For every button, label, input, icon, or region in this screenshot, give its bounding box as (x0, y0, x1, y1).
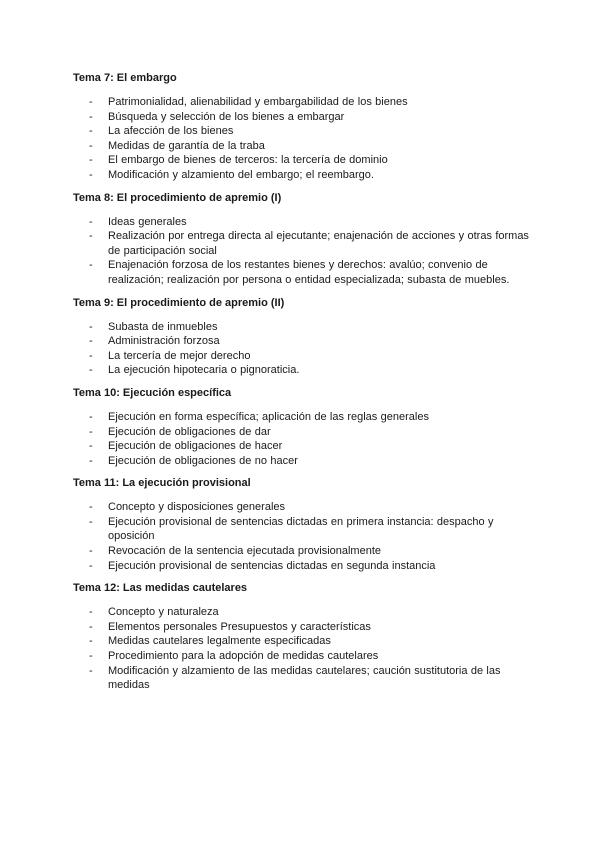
list-item (73, 215, 540, 230)
topic-item-list (73, 215, 540, 288)
bullet-dash: - (89, 215, 93, 228)
bullet-dash: - (89, 410, 93, 423)
list-item (73, 153, 540, 168)
bullet-dash: - (89, 440, 93, 453)
list-item-text: Patrimonialidad, alienabilidad y embargabilidad de los bienes (108, 96, 408, 108)
bullet-dash: - (89, 168, 93, 181)
list-item (73, 229, 540, 258)
sections-container (73, 71, 540, 693)
bullet-dash: - (89, 545, 93, 558)
list-item (73, 664, 540, 693)
bullet-dash: - (89, 620, 93, 633)
bullet-dash: - (89, 364, 93, 377)
list-item-text: Ejecución provisional de sentencias dictadas en segunda instancia (108, 559, 436, 572)
list-item (73, 320, 540, 335)
list-item-text: Ejecución provisional de sentencias dictadas en primera instancia: despacho y oposición (108, 515, 494, 543)
list-item-text: El embargo de bienes de terceros: la tercería de dominio (108, 154, 388, 167)
bullet-dash: - (89, 320, 93, 333)
list-item-text: Administración forzosa (108, 335, 220, 348)
list-item-text: Ideas generales (108, 215, 187, 228)
list-item-text: La ejecución hipotecaria o pignoraticia. (108, 364, 300, 377)
list-item (73, 634, 540, 649)
list-item (73, 139, 540, 154)
list-item (73, 363, 540, 378)
list-item-text: Medidas de garantía de la traba (108, 139, 265, 152)
bullet-dash: - (89, 335, 93, 348)
topic-item-list (73, 95, 540, 183)
list-item (73, 168, 540, 183)
topic-item-list (73, 500, 540, 573)
list-item (73, 95, 540, 110)
list-item (73, 559, 540, 574)
bullet-dash: - (89, 230, 93, 243)
list-item-text: Búsqueda y selección de los bienes a embargar (108, 110, 345, 123)
list-item (73, 544, 540, 559)
list-item (73, 439, 540, 454)
bullet-dash: - (89, 559, 93, 572)
topic-heading: Tema 7: El embargo (73, 72, 177, 84)
bullet-dash: - (89, 349, 93, 362)
list-item (73, 515, 540, 544)
list-item-text: Subasta de inmuebles (108, 320, 218, 333)
list-item-text: Ejecución de obligaciones de hacer (108, 440, 283, 453)
list-item (73, 454, 540, 469)
topic-heading: Tema 8: El procedimiento de apremio (I) (73, 191, 282, 204)
bullet-dash: - (89, 664, 93, 677)
list-item (73, 605, 540, 620)
list-item (73, 110, 540, 125)
list-item-text: La afección de los bienes (108, 125, 234, 138)
list-item-text: La tercería de mejor derecho (108, 349, 251, 362)
bullet-dash: - (89, 110, 93, 123)
bullet-dash: - (89, 515, 93, 528)
topic-heading: Tema 9: El procedimiento de apremio (II) (73, 296, 285, 309)
list-item (73, 410, 540, 425)
topic-section (73, 386, 540, 468)
topic-section (73, 71, 540, 183)
bullet-dash: - (89, 96, 93, 108)
bullet-dash: - (89, 425, 93, 438)
topic-item-list (73, 605, 540, 693)
topic-section (73, 191, 540, 288)
bullet-dash: - (89, 154, 93, 167)
topic-heading: Tema 10: Ejecución específica (73, 386, 232, 399)
bullet-dash: - (89, 606, 93, 619)
list-item-text: Ejecución de obligaciones de no hacer (108, 454, 298, 467)
list-item-text: Modificación y alzamiento del embargo; el reembargo. (108, 168, 374, 181)
list-item-text: Realización por entrega directa al ejecutante; enajenación de acciones y otras formas de participación social (108, 230, 529, 257)
topic-section (73, 476, 540, 573)
list-item (73, 620, 540, 635)
bullet-dash: - (89, 259, 93, 272)
bullet-dash: - (89, 501, 93, 514)
list-item-text: Elementos personales Presupuestos y características (108, 620, 371, 633)
topic-item-list (73, 320, 540, 378)
list-item-text: Medidas cautelares legalmente especificadas (108, 635, 331, 648)
list-item-text: Modificación y alzamiento de las medidas cautelares; caución sustitutoria de las medidas (108, 664, 501, 692)
bullet-dash: - (89, 125, 93, 138)
list-item-text: Concepto y disposiciones generales (108, 501, 286, 514)
list-item-text: Revocación de la sentencia ejecutada provisionalmente (108, 545, 382, 558)
bullet-dash: - (89, 650, 93, 663)
topic-heading: Tema 11: La ejecución provisional (73, 477, 251, 490)
bullet-dash: - (89, 454, 93, 467)
list-item (73, 425, 540, 440)
list-item-text: Concepto y naturaleza (108, 606, 219, 619)
list-item (73, 349, 540, 364)
list-item-text: Procedimiento para la adopción de medidas cautelares (108, 650, 379, 663)
list-item (73, 124, 540, 139)
list-item (73, 334, 540, 349)
bullet-dash: - (89, 635, 93, 648)
topic-section (73, 296, 540, 378)
bullet-dash: - (89, 139, 93, 152)
topic-section (73, 581, 540, 693)
list-item (73, 500, 540, 515)
list-item-text: Ejecución de obligaciones de dar (108, 425, 271, 438)
list-item-text: Enajenación forzosa de los restantes bienes y derechos: avalúo; convenio de realización; realización por persona o entidad especializada; subasta de muebles. (108, 259, 510, 286)
list-item-text: Ejecución en forma específica; aplicación de las reglas generales (108, 410, 429, 423)
list-item (73, 649, 540, 664)
topic-item-list (73, 410, 540, 468)
list-item (73, 258, 540, 287)
topic-heading: Tema 12: Las medidas cautelares (73, 582, 248, 595)
